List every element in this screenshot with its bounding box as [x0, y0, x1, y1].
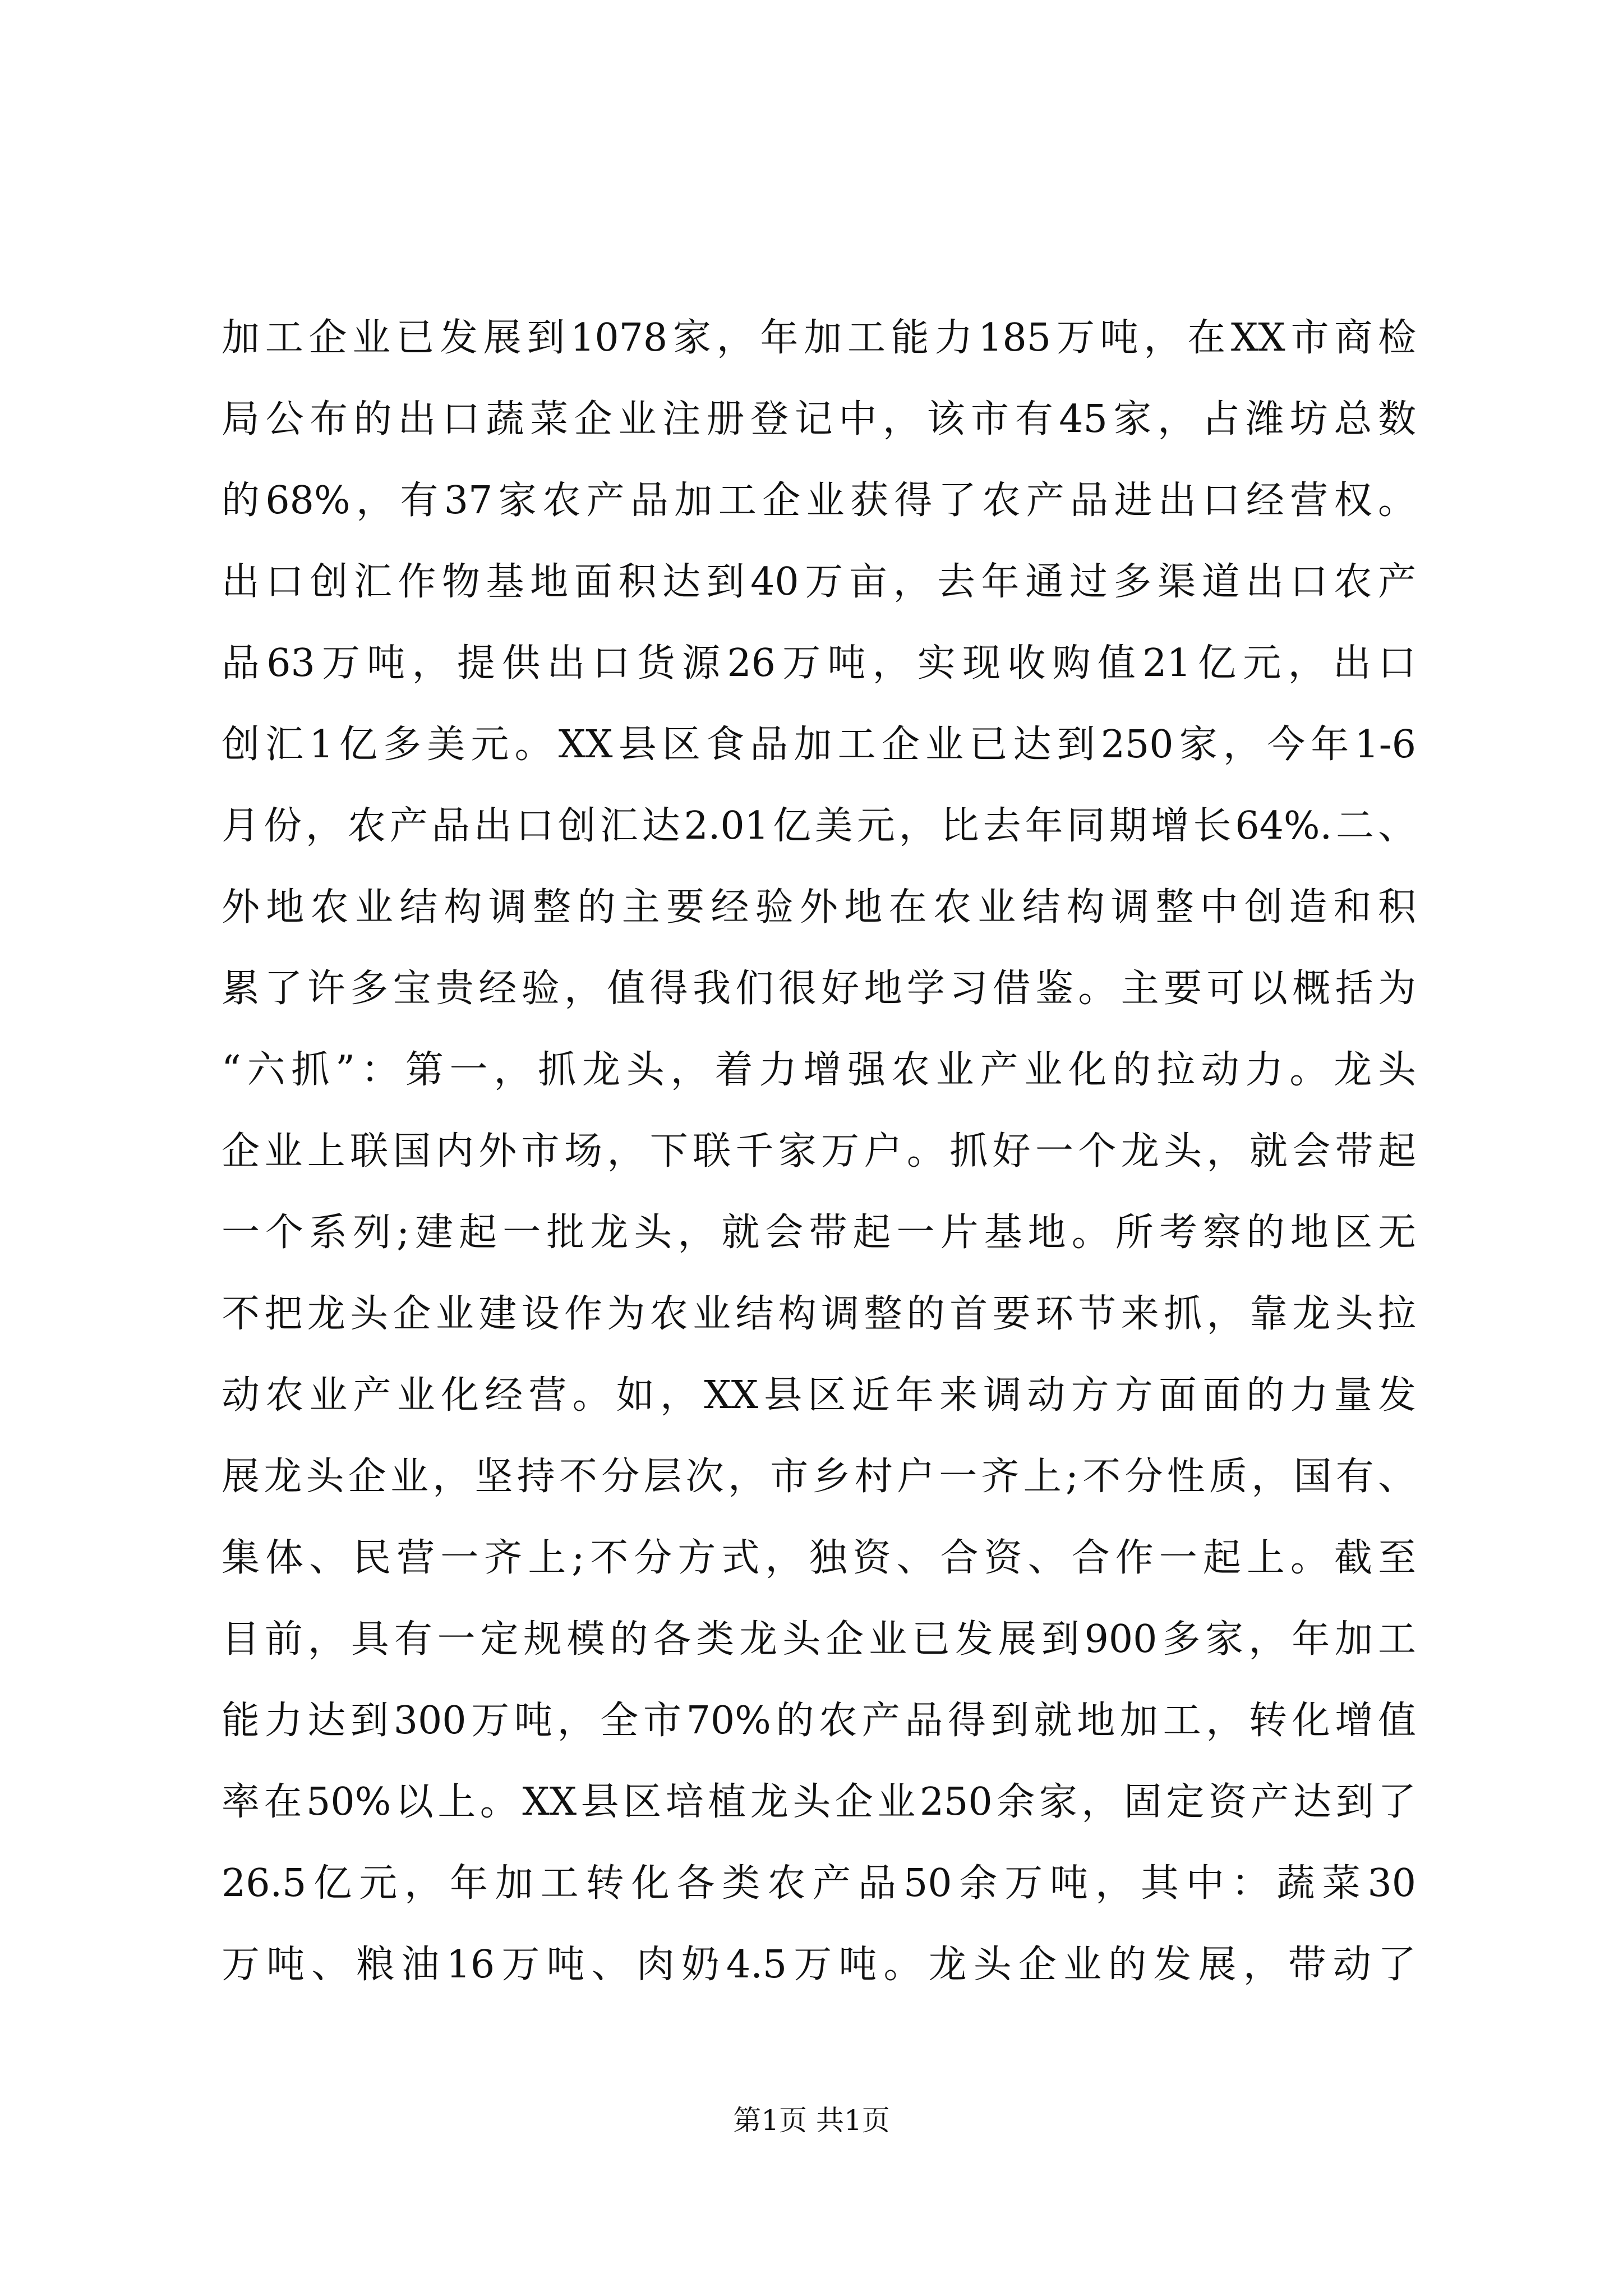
text-line-16: 集体、民营一齐上;不分方式，独资、合资、合作一起上。截至: [222, 1536, 1416, 1580]
text-line-10: “六抓”：第一，抓龙头，着力增强农业产业化的拉动力。龙头: [222, 1048, 1416, 1092]
text-line-21: 万吨、粮油16万吨、肉奶4.5万吨。龙头企业的发展，带动了: [222, 1943, 1416, 1987]
text-line-18: 能力达到300万吨，全市70%的农产品得到就地加工，转化增值: [222, 1699, 1416, 1743]
text-line-15: 展龙头企业，坚持不分层次，市乡村户一齐上;不分性质，国有、: [222, 1455, 1416, 1499]
text-line-9: 累了许多宝贵经验，值得我们很好地学习借鉴。主要可以概括为: [222, 967, 1416, 1011]
text-line-6: 创汇1亿多美元。XX县区食品加工企业已达到250家，今年1-6: [222, 723, 1416, 767]
page-number-label: 第1页 共1页: [733, 2104, 890, 2137]
text-line-7: 月份，农产品出口创汇达2.01亿美元，比去年同期增长64%.二、: [222, 804, 1416, 848]
text-line-20: 26.5亿元，年加工转化各类农产品50余万吨，其中：蔬菜30: [222, 1861, 1416, 1906]
text-line-8: 外地农业结构调整的主要经验外地在农业结构调整中创造和积: [222, 885, 1416, 930]
text-line-13: 不把龙头企业建设作为农业结构调整的首要环节来抓，靠龙头拉: [222, 1292, 1416, 1336]
text-line-4: 出口创汇作物基地面积达到40万亩，去年通过多渠道出口农产: [222, 560, 1416, 604]
page-footer: [0, 2101, 1623, 2140]
text-line-1: 加工企业已发展到1078家，年加工能力185万吨，在XX市商检: [222, 316, 1416, 360]
text-line-19: 率在50%以上。XX县区培植龙头企业250余家，固定资产达到了: [222, 1780, 1416, 1824]
text-line-5: 品63万吨，提供出口货源26万吨，实现收购值21亿元，出口: [222, 641, 1416, 685]
text-line-3: 的68%，有37家农产品加工企业获得了农产品进出口经营权。: [222, 478, 1416, 523]
text-line-2: 局公布的出口蔬菜企业注册登记中，该市有45家，占潍坊总数: [222, 397, 1416, 441]
text-line-12: 一个系列;建起一批龙头，就会带起一片基地。所考察的地区无: [222, 1211, 1416, 1255]
text-line-11: 企业上联国内外市场，下联千家万户。抓好一个龙头，就会带起: [222, 1129, 1416, 1174]
body-text: [222, 297, 1416, 2005]
text-line-14: 动农业产业化经营。如，XX县区近年来调动方方面面的力量发: [222, 1373, 1416, 1418]
text-line-17: 目前，具有一定规模的各类龙头企业已发展到900多家，年加工: [222, 1617, 1416, 1662]
